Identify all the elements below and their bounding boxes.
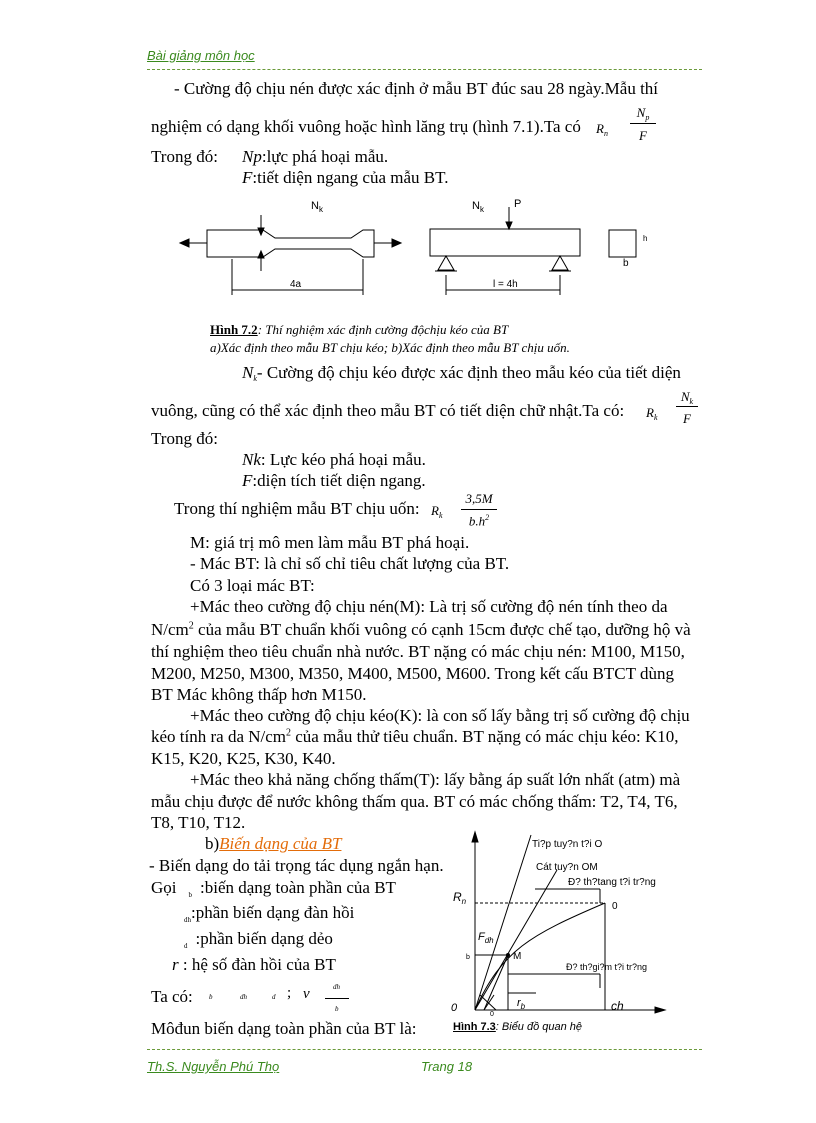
p6-line3: K15, K20, K25, K30, K40.	[151, 749, 336, 768]
p3-formula-num: 3,5M	[465, 491, 493, 506]
sectionB-taco: Ta có:	[151, 987, 193, 1006]
fig73-o-right: 0	[612, 901, 618, 912]
p7-line3: T8, T10, T12.	[151, 813, 246, 832]
p3-formula-bar	[461, 509, 497, 510]
header-divider	[147, 69, 702, 70]
footer-page: Trang 18	[421, 1059, 473, 1074]
eq-num: dh	[333, 983, 340, 991]
fig72-dim-left: 4a	[290, 279, 302, 290]
p2-line1: $N_k-$ Cường độ chịu kéo được xác định theo mẫu kéo của tiết diện	[242, 363, 681, 383]
where1-label: Trong đó:	[151, 147, 218, 166]
p2-formula-num: $N_k$	[680, 389, 694, 406]
p2-line2: vuông, cũng có thể xác định theo mẫu BT có tiết diện chữ nhật.Ta có:	[151, 401, 625, 420]
fig73-caption: Hình 7.3: Biểu đồ quan hệ	[453, 1021, 583, 1033]
fig72-p-label: P	[514, 198, 522, 210]
header-title: Bài giảng môn học	[147, 48, 255, 63]
where2-label: Trong đó:	[151, 429, 218, 448]
fig72-caption-line2: a)Xác định theo mẫu BT chịu kéo; b)Xác định theo mẫu BT chịu uốn.	[210, 340, 570, 355]
p4-line2: - Mác BT: là chỉ số chỉ tiêu chất lượng của BT.	[190, 554, 510, 573]
fig72-diagram	[175, 195, 655, 305]
fig72-nk-mid: $N_k$	[472, 200, 484, 214]
p5-line2: $N/cm^2$ của mẫu BT chuẩn khối vuông có cạnh 15cm được chế tạo, dưỡng hộ và	[151, 620, 691, 639]
sectionB-heading: b)Biến dạng của BT	[205, 834, 342, 853]
p2-formula-bar	[676, 406, 698, 407]
eq-semicolon: ;	[287, 985, 292, 1001]
fig72-h-label: h	[643, 234, 648, 243]
p1-formula-lhs: $R_n$	[596, 121, 608, 138]
p7-line1: +Mác theo khả năng chống thấm(T): lấy bằng áp suất lớn nhất (atm) mà	[190, 770, 681, 789]
eq-b: b	[209, 993, 213, 1001]
p3-line: Trong thí nghiệm mẫu BT chịu uốn:	[174, 499, 420, 518]
footer-divider	[147, 1049, 702, 1050]
sectionB-modulus: Môđun biến dạng toàn phần của BT là:	[151, 1019, 417, 1038]
fig73-diagram	[450, 830, 670, 1020]
fig73-rb: $r_b$	[517, 997, 526, 1011]
fig73-label-tiep: Ti?p tuy?n t?i O	[532, 839, 603, 850]
fig72-nk-left: $N_k$	[311, 200, 323, 214]
fig73-rn: $R_n$	[453, 890, 467, 906]
p5-line3: thí nghiệm theo tiêu chuẩn nhà nước. BT nặng có mác chịu nén: M100, M150,	[151, 642, 685, 661]
fig72-caption: Hình 7.2: Thí nghiệm xác định cường độchịu kéo của BT	[210, 322, 509, 337]
eq-dh: dh	[240, 993, 247, 1001]
fig73-fdh: $F_{dh}$	[478, 931, 494, 945]
p5-line4: M200, M250, M300, M350, M400, M500, M600. Trong kết cấu BTCT dùng	[151, 664, 674, 683]
where1-item2: F:tiết diện ngang của mẫu BT.	[242, 168, 449, 187]
p3-formula-den: $b.h^2$	[468, 513, 490, 529]
p3-formula-lhs: $R_k$	[431, 503, 443, 520]
eq-den: b	[335, 1005, 339, 1013]
p4-line3: Có 3 loại mác BT:	[190, 576, 315, 595]
p7-line2: mẫu chịu được để nước không thấm qua. BT có mác chống thấm: T2, T4, T6,	[151, 792, 678, 811]
p5-line5: BT Mác không thấp hơn M150.	[151, 685, 367, 704]
fig73-label-dthgiam: Đ? th?gi?m t?i tr?ng	[566, 962, 648, 972]
fig72-b-label: b	[623, 258, 629, 269]
fig73-label-cat: Cát tuy?n OM	[536, 862, 598, 873]
eq-v: v	[303, 986, 310, 1002]
sectionB-g4: r : hệ số đàn hồi của BT	[172, 955, 336, 974]
p4-line1: M: giá trị mô men làm mẫu BT phá hoại.	[190, 533, 470, 552]
footer-author: Th.S. Nguyễn Phú Thọ	[147, 1059, 280, 1074]
fig73-m-label: M	[513, 951, 522, 962]
where2-item1: Nk: Lực kéo phá hoại mẫu.	[242, 450, 426, 469]
fig73-ch: ch	[611, 999, 624, 1013]
sectionB-g1: Gọi $_b$ :biến dạng toàn phần của BT	[151, 878, 396, 899]
fig73-b-small: b	[466, 954, 470, 961]
p6-line2: kéo tính ra da $N/cm^2$ của mẫu thử tiêu chuẩn. BT nặng có mác chịu kéo: K10,	[151, 727, 679, 746]
where2-item2: F:diện tích tiết diện ngang.	[242, 471, 426, 490]
fig72-dim-mid: l = 4h	[493, 279, 518, 290]
p1-formula-bar	[630, 123, 656, 124]
p2-formula-den: F	[683, 411, 691, 426]
fig73-origin2: 0	[490, 1011, 494, 1018]
eq-bar	[325, 998, 349, 999]
p1-formula-num: $N_p$	[636, 105, 650, 122]
eq-d: d	[272, 993, 276, 1001]
p1-line1: - Cường độ chịu nén được xác định ở mẫu BT đúc sau 28 ngày.Mẫu thí	[174, 79, 659, 98]
p1-line2: nghiệm có dạng khối vuông hoặc hình lăng trụ (hình 7.1).Ta có	[151, 117, 581, 136]
sectionB-g2: $_{dh}$:phần biến dạng đàn hồi	[184, 903, 355, 924]
where1-item1: Np:lực phá hoại mẫu.	[242, 147, 389, 166]
p6-line1: +Mác theo cường độ chịu kéo(K): là con số lấy bằng trị số cường độ chịu	[190, 706, 690, 725]
p2-formula-lhs: $R_k$	[646, 405, 658, 422]
sectionB-line1: - Biến dạng do tải trọng tác dụng ngắn hạn.	[149, 856, 444, 875]
fig73-origin: 0	[451, 1002, 458, 1014]
sectionB-g3: $_d$ :phần biến dạng dẻo	[184, 929, 333, 950]
fig73-label-dthtang: Đ? th?tang t?i tr?ng	[568, 877, 656, 888]
p1-formula-den: F	[639, 128, 647, 143]
p5-line1: +Mác theo cường độ chịu nén(M): Là trị số cường độ nén tính theo da	[190, 597, 668, 616]
